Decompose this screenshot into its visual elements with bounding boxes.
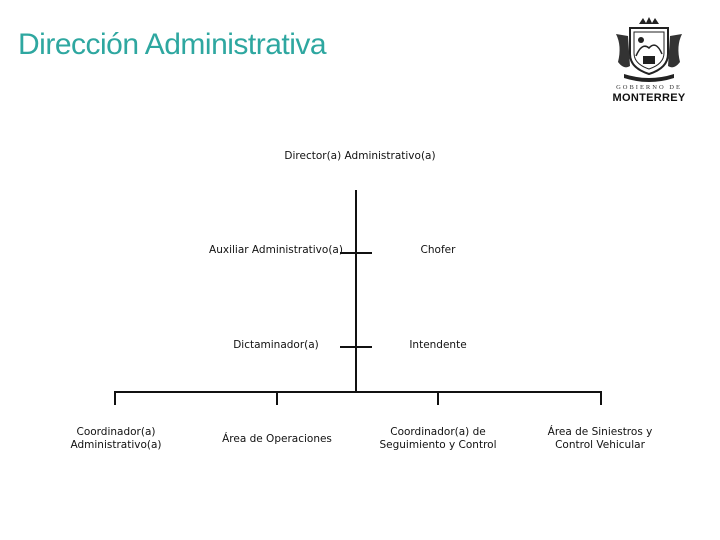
staff-node-intendente: Intendente bbox=[409, 339, 467, 351]
logo-line-1: GOBIERNO DE bbox=[616, 84, 682, 91]
drop-line-1 bbox=[114, 391, 116, 405]
staff-node-auxiliar: Auxiliar Administrativo(a) bbox=[209, 244, 343, 256]
trunk-line bbox=[355, 190, 357, 392]
drop-line-2 bbox=[276, 391, 278, 405]
root-node: Director(a) Administrativo(a) bbox=[284, 150, 436, 162]
sub-node-area-operaciones: Área de Operaciones bbox=[222, 433, 332, 445]
logo-line-2: MONTERREY bbox=[612, 92, 686, 104]
staff-node-dictaminador: Dictaminador(a) bbox=[233, 339, 319, 351]
sub-node-coordinador-seguimiento: Coordinador(a) de Seguimiento y Control bbox=[379, 426, 497, 451]
government-logo bbox=[608, 16, 690, 106]
sub-node-area-siniestros: Área de Siniestros y Control Vehicular bbox=[547, 426, 653, 451]
page-title: Dirección Administrativa bbox=[18, 28, 327, 61]
coat-of-arms-icon bbox=[608, 16, 690, 82]
sub-node-coordinador-administrativo: Coordinador(a) Administrativo(a) bbox=[70, 426, 162, 451]
drop-line-3 bbox=[437, 391, 439, 405]
staff-node-chofer: Chofer bbox=[420, 244, 456, 256]
drop-line-4 bbox=[600, 391, 602, 405]
bottom-bar-line bbox=[114, 391, 602, 393]
